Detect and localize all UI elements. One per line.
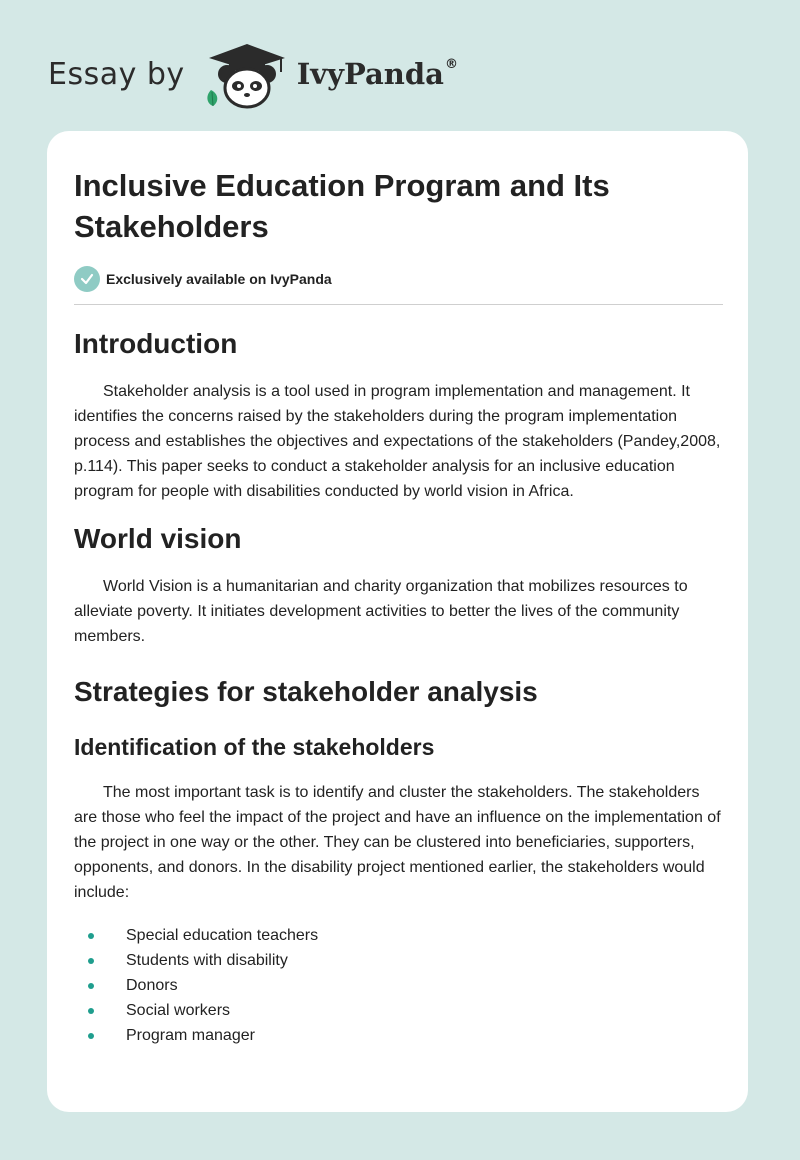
exclusive-badge bbox=[74, 266, 723, 292]
registered-mark: ® bbox=[444, 57, 458, 72]
title-divider bbox=[74, 304, 723, 305]
heading-identification: Identification of the stakeholders bbox=[74, 734, 435, 760]
essay-title: Inclusive Education Program and Its Stakeholders bbox=[74, 168, 610, 244]
list-item-text: Special education teachers bbox=[126, 927, 319, 944]
check-icon bbox=[74, 266, 100, 292]
list-item-text: Program manager bbox=[126, 1027, 255, 1044]
list-item bbox=[74, 1023, 723, 1048]
bullet-icon bbox=[88, 958, 94, 964]
brand-name[interactable] bbox=[297, 57, 458, 91]
brand-name-text: IvyPanda bbox=[296, 57, 444, 91]
brand-prefix: Essay by bbox=[48, 56, 185, 92]
heading-introduction: Introduction bbox=[74, 328, 238, 359]
list-item-text: Students with disability bbox=[126, 952, 288, 969]
bullet-icon bbox=[88, 933, 94, 939]
paragraph-world-vision: World Vision is a humanitarian and charity organization that mobilizes resources to alleviate poverty. It initiates development activities to better the lives of the community members. bbox=[74, 578, 688, 645]
essay-content bbox=[74, 165, 723, 1048]
bullet-icon bbox=[88, 1008, 94, 1014]
paragraph-identification: The most important task is to identify and cluster the stakeholders. The stakeholders are those who feel the impact of the project and have an influence on the implementation of the project in one way or the other. They can be clustered into beneficiaries, supporters, opponents, and donors. In the disability project mentioned earlier, the stakeholders would include: bbox=[74, 784, 721, 901]
stakeholder-list bbox=[74, 923, 723, 1048]
list-item bbox=[74, 948, 723, 973]
site-header bbox=[48, 34, 458, 114]
bullet-icon bbox=[88, 1033, 94, 1039]
list-item-text: Social workers bbox=[126, 1002, 231, 1019]
panda-graduate-logo-icon[interactable] bbox=[201, 38, 293, 110]
heading-strategies: Strategies for stakeholder analysis bbox=[74, 676, 538, 707]
list-item bbox=[74, 998, 723, 1023]
list-item bbox=[74, 923, 723, 948]
list-item bbox=[74, 973, 723, 998]
paragraph-introduction: Stakeholder analysis is a tool used in program implementation and management. It identifies the concerns raised by the stakeholders during the program implementation process and establishes the objectives and expectations of the stakeholders (Pandey,2008, p.114). This paper seeks to conduct a stakeholder analysis for an inclusive education program for people with disabilities conducted by world vision in Africa. bbox=[74, 383, 721, 500]
essay-card bbox=[47, 131, 748, 1112]
list-item-text: Donors bbox=[126, 977, 178, 994]
exclusive-label: Exclusively available on IvyPanda bbox=[106, 271, 332, 287]
heading-world-vision: World vision bbox=[74, 523, 242, 554]
bullet-icon bbox=[88, 983, 94, 989]
